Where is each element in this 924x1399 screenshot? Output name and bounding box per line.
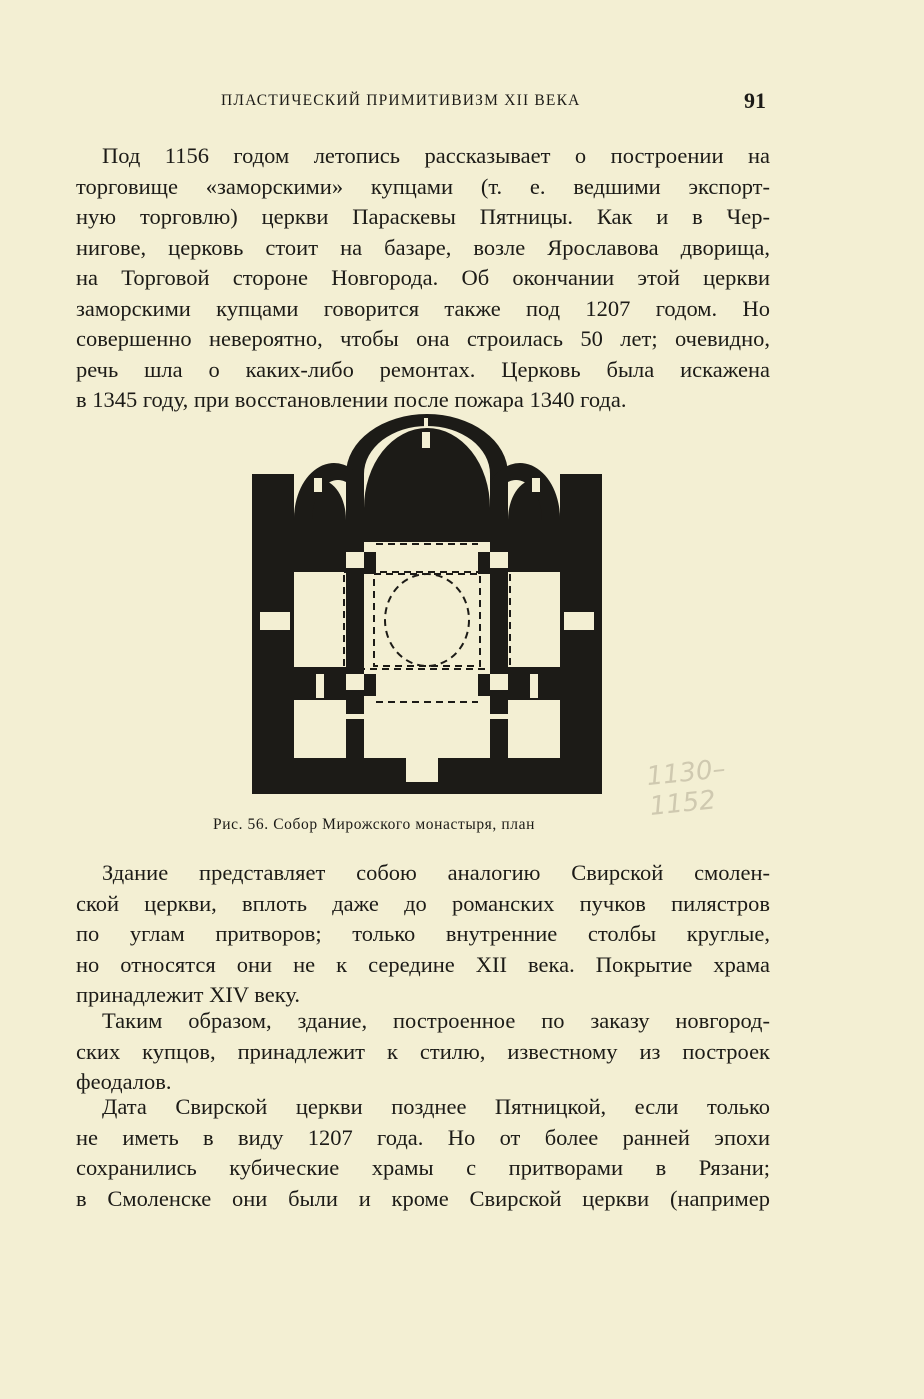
text-line: торговище «заморскими» купцами (т. е. ведшими экспорт- [76,173,770,199]
text-line: в 1345 году, при восстановлении после пожара 1340 года. [76,387,627,412]
figure-caption: Рис. 56. Собор Мирожского монастыря, план [213,816,535,833]
paragraph-3 [76,1006,770,1098]
text-line: совершенно невероятно, чтобы она строилась 50 лет; очевидно, [76,326,770,351]
text-line: ную торговлю) церкви Параскевы Пятницы. Как и в Чер- [76,204,770,229]
paragraph-4 [76,1092,770,1214]
text-line: нигове, церковь стоит на базаре, возле Ярославова дворища, [76,234,770,260]
text-line: в Смоленске они были и кроме Свирской церкви (например [76,1185,770,1211]
text-line: Здание представляет собою аналогию Свирской смолен- [102,860,770,885]
running-head: ПЛАСТИЧЕСКИЙ ПРИМИТИВИЗМ XII ВЕКА [221,92,581,109]
pencil-annotation [645,754,730,822]
text-line: заморскими купцами говорится также под 1207 годом. Но [76,295,770,321]
text-line: Таким образом, здание, построенное по заказу новгород- [102,1008,770,1033]
annotation-line: 1130– [645,754,727,793]
text-line: сохранились кубические храмы с притворами в Рязани; [76,1155,770,1180]
text-line: по углам притворов; только внутренние столбы круглые, [76,921,770,946]
paragraph-2 [76,858,770,1011]
text-line: ских купцов, принадлежит к стилю, известному из построек [76,1038,770,1064]
text-line: Дата Свирской церкви позднее Пятницкой, если только [102,1094,770,1119]
paragraph-1 [76,141,770,416]
text-line: феодалов. [76,1069,172,1094]
text-line: принадлежит XIV веку. [76,982,300,1007]
page-number: 91 [744,88,766,113]
text-line: речь шла о каких-либо ремонтах. Церковь была искажена [76,356,770,382]
text-line: но относятся они не к середине XII века. Покрытие храма [76,951,770,977]
text-line: ской церкви, вплоть даже до романских пучков пилястров [76,890,770,916]
text-line: не иметь в виду 1207 года. Но от более ранней эпохи [76,1124,770,1150]
annotation-line: 1152 [648,785,718,822]
text-line: на Торговой стороне Новгорода. Об окончании этой церкви [76,265,770,290]
church-floor-plan-icon [252,412,602,794]
text-line: Под 1156 годом летопись рассказывает о построении на [102,143,770,168]
